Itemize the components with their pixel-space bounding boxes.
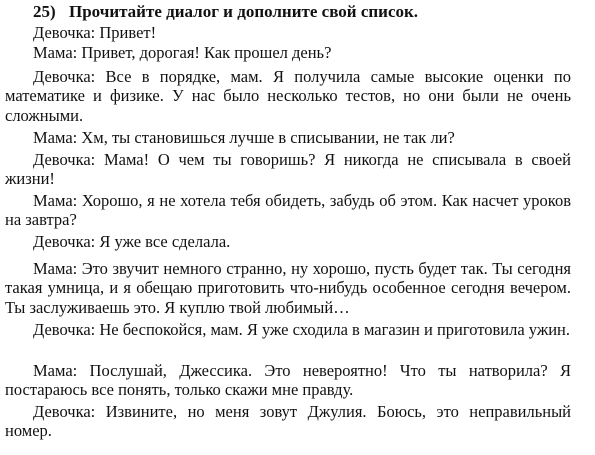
dialogue-line: Девочка: Привет! [33, 23, 157, 42]
exercise-number: 25) [33, 2, 56, 21]
dialogue-line: Девочка: Все в порядке, мам. Я получила самые высокие оценки по математике и физике. У нас было несколько тестов, но они были не очень сложными. [5, 67, 571, 125]
dialogue-line: Девочка: Мама! О чем ты говоришь? Я никогда не списывала в своей жизни! [5, 150, 571, 189]
dialogue-line: Девочка: Извините, но меня зовут Джулия. Боюсь, это неправильный номер. [5, 402, 571, 441]
exercise-heading [33, 2, 418, 22]
dialogue-line: Мама: Это звучит немного странно, ну хорошо, пусть будет так. Ты сегодня такая умница, и я обещаю приготовить что-нибудь особенное сегодня вечером. Ты заслуживаешь это. Я куплю твой любимый… [5, 259, 571, 317]
exercise-instruction: Прочитайте диалог и дополните свой список. [69, 2, 419, 21]
dialogue-line: Мама: Послушай, Джессика. Это невероятно! Что ты натворила? Я постараюсь все понять, только скажи мне правду. [5, 361, 571, 400]
dialogue-line: Мама: Хм, ты становишься лучше в списывании, не так ли? [33, 128, 455, 147]
dialogue-line: Девочка: Я уже все сделала. [33, 232, 231, 251]
dialogue-line: Мама: Хорошо, я не хотела тебя обидеть, забудь об этом. Как насчет уроков на завтра? [5, 191, 571, 230]
dialogue-line: Мама: Привет, дорогая! Как прошел день? [33, 43, 332, 62]
dialogue-line: Девочка: Не беспокойся, мам. Я уже сходила в магазин и приготовила ужин. [33, 320, 571, 339]
